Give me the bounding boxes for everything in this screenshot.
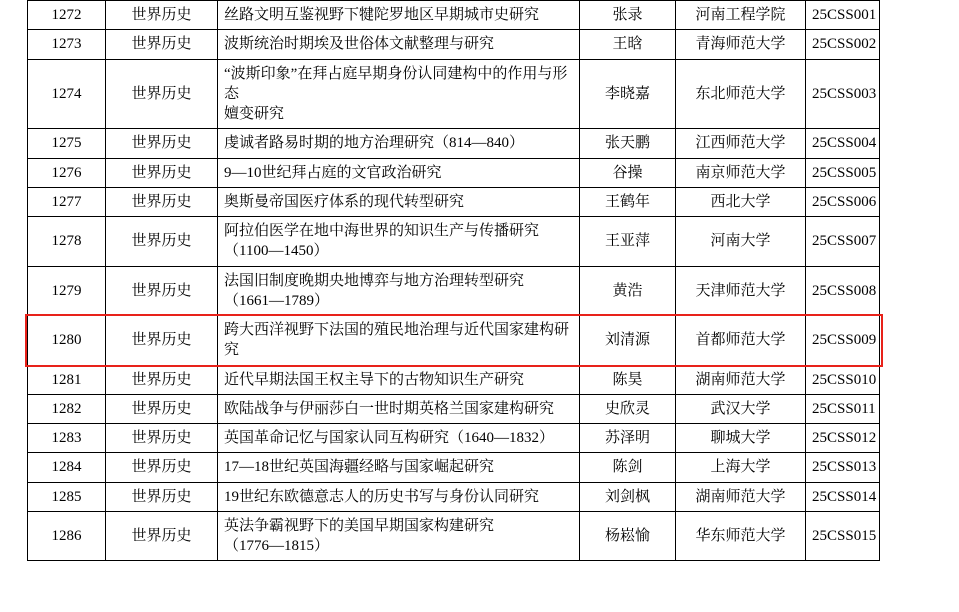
table-row [28,482,880,511]
cell-organization: 东北师范大学 [676,59,806,129]
cell-discipline: 世界历史 [106,453,218,482]
cell-title [218,453,580,482]
cell-code: 25CSS004 [806,129,880,158]
cell-id: 1283 [28,424,106,453]
cell-organization: 华东师范大学 [676,511,806,561]
title-line-2: 嬗变研究 [224,106,285,122]
cell-leader: 杨崧愉 [580,511,676,561]
cell-discipline: 世界历史 [106,394,218,423]
title-line-1: 欧陆战争与伊丽莎白一世时期英格兰国家建构研究 [224,400,555,417]
cell-leader: 刘剑枫 [580,482,676,511]
cell-organization: 河南工程学院 [676,1,806,30]
cell-title [218,482,580,511]
cell-organization: 首都师范大学 [676,316,806,366]
table-row [28,158,880,187]
cell-organization: 聊城大学 [676,424,806,453]
cell-code: 25CSS012 [806,424,880,453]
cell-code: 25CSS006 [806,187,880,216]
title-line-1: 丝路文明互鉴视野下犍陀罗地区早期城市史研究 [224,7,540,23]
title-line-1: 19世纪东欧德意志人的历史书写与身份认同研究 [224,488,540,505]
cell-discipline: 世界历史 [106,1,218,30]
cell-code: 25CSS014 [806,482,880,511]
table-row [28,217,880,267]
cell-leader: 苏泽明 [580,424,676,453]
cell-title [218,217,580,267]
cell-discipline: 世界历史 [106,424,218,453]
cell-id: 1278 [28,217,106,267]
cell-organization: 武汉大学 [676,394,806,423]
projects-table [27,0,880,561]
cell-title [218,316,580,366]
cell-id: 1276 [28,158,106,187]
cell-leader: 谷操 [580,158,676,187]
cell-code: 25CSS009 [806,316,880,366]
title-line-2: （1661—1789） [224,292,330,309]
title-line-1: 奥斯曼帝国医疗体系的现代转型研究 [224,193,465,210]
cell-id: 1275 [28,129,106,158]
cell-title [218,424,580,453]
cell-code: 25CSS011 [806,394,880,423]
table-row [28,316,880,366]
cell-id: 1277 [28,187,106,216]
cell-discipline: 世界历史 [106,482,218,511]
cell-organization: 南京师范大学 [676,158,806,187]
cell-title [218,129,580,158]
cell-leader: 王晗 [580,30,676,59]
cell-id: 1280 [28,316,106,366]
title-line-2: （1776—1815） [224,538,330,554]
title-line-1: 英法争霸视野下的美国早期国家构建研究 [224,517,495,534]
cell-code: 25CSS005 [806,158,880,187]
cell-leader: 王鹤年 [580,187,676,216]
cell-title [218,1,580,30]
title-line-1: 波斯统治时期埃及世俗体文献整理与研究 [224,36,495,53]
cell-title [218,266,580,316]
cell-discipline: 世界历史 [106,187,218,216]
table-row [28,59,880,129]
title-line-1: 17—18世纪英国海疆经略与国家崛起研究 [224,459,495,476]
title-line-1: 英国革命记忆与国家认同互构研究（1640—1832） [224,430,555,446]
table-row [28,266,880,316]
cell-code: 25CSS001 [806,1,880,30]
cell-id: 1286 [28,511,106,561]
table-row [28,453,880,482]
cell-leader: 李晓嘉 [580,59,676,129]
cell-id: 1274 [28,59,106,129]
title-line-2: （1100—1450） [224,243,329,260]
cell-organization: 天津师范大学 [676,266,806,316]
table-row [28,30,880,59]
cell-leader: 张录 [580,1,676,30]
cell-discipline: 世界历史 [106,316,218,366]
cell-title [218,158,580,187]
cell-id: 1285 [28,482,106,511]
cell-organization: 江西师范大学 [676,129,806,158]
cell-leader: 史欣灵 [580,394,676,423]
cell-title [218,59,580,129]
title-line-1: 跨大西洋视野下法国的殖民地治理与近代国家建构研究 [224,322,570,359]
cell-code: 25CSS008 [806,266,880,316]
cell-organization: 湖南师范大学 [676,482,806,511]
cell-organization: 河南大学 [676,217,806,267]
cell-id: 1272 [28,1,106,30]
title-line-1: 9—10世纪拜占庭的文官政治研究 [224,164,442,181]
cell-organization: 青海师范大学 [676,30,806,59]
cell-discipline: 世界历史 [106,511,218,561]
cell-code: 25CSS013 [806,453,880,482]
cell-code: 25CSS002 [806,30,880,59]
cell-discipline: 世界历史 [106,59,218,129]
table-row [28,394,880,423]
cell-leader: 陈昊 [580,365,676,394]
cell-id: 1273 [28,30,106,59]
cell-id: 1279 [28,266,106,316]
cell-title [218,30,580,59]
title-line-1: 虔诚者路易时期的地方治理研究（814—840） [224,135,525,152]
cell-leader: 王亚萍 [580,217,676,267]
table-row [28,424,880,453]
table-row [28,1,880,30]
cell-discipline: 世界历史 [106,129,218,158]
table-row [28,511,880,561]
cell-discipline: 世界历史 [106,158,218,187]
cell-id: 1282 [28,394,106,423]
cell-organization: 西北大学 [676,187,806,216]
cell-discipline: 世界历史 [106,30,218,59]
cell-leader: 陈剑 [580,453,676,482]
table-row [28,187,880,216]
cell-leader: 黄浩 [580,266,676,316]
cell-code: 25CSS010 [806,365,880,394]
cell-id: 1284 [28,453,106,482]
title-line-1: 近代早期法国王权主导下的古物知识生产研究 [224,371,525,388]
cell-leader: 刘清源 [580,316,676,366]
cell-discipline: 世界历史 [106,266,218,316]
cell-organization: 湖南师范大学 [676,365,806,394]
cell-title [218,187,580,216]
title-line-1: 法国旧制度晚期央地博弈与地方治理转型研究 [224,272,525,289]
cell-code: 25CSS015 [806,511,880,561]
title-line-1: 阿拉伯医学在地中海世界的知识生产与传播研究 [224,223,540,239]
cell-leader: 张天鹏 [580,129,676,158]
table-row [28,365,880,394]
cell-discipline: 世界历史 [106,365,218,394]
cell-id: 1281 [28,365,106,394]
cell-discipline: 世界历史 [106,217,218,267]
cell-code: 25CSS003 [806,59,880,129]
cell-code: 25CSS007 [806,217,880,267]
table-body [28,1,880,561]
cell-title [218,365,580,394]
table-row [28,129,880,158]
cell-organization: 上海大学 [676,453,806,482]
cell-title [218,511,580,561]
title-line-1: “波斯印象”在拜占庭早期身份认同建构中的作用与形态 [224,65,568,102]
cell-title [218,394,580,423]
